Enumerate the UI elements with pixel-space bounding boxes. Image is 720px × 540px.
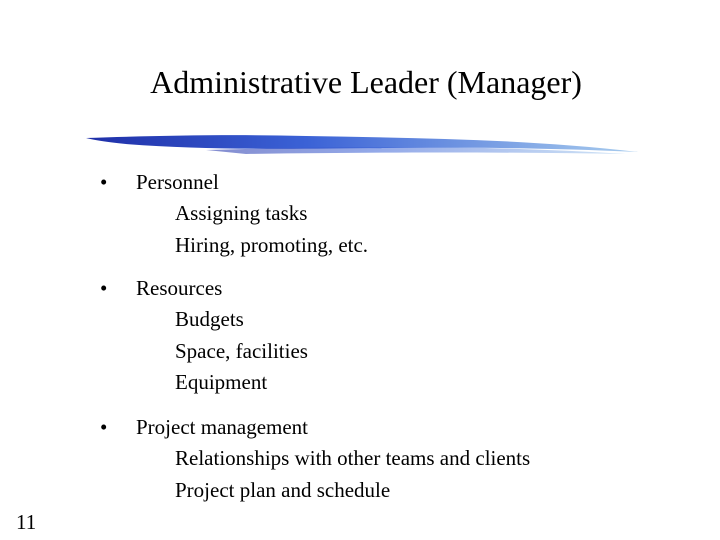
sub-item: Hiring, promoting, etc. bbox=[175, 232, 369, 257]
slide-title: Administrative Leader (Manager) bbox=[150, 64, 582, 100]
sub-item: Relationships with other teams and clients bbox=[175, 446, 531, 470]
bullet-marker: • bbox=[100, 415, 108, 439]
bullet-text: Project management bbox=[136, 415, 309, 439]
page-number: 11 bbox=[16, 510, 37, 534]
sub-item: Assigning tasks bbox=[175, 201, 308, 225]
bullet-marker: • bbox=[100, 276, 108, 300]
sub-item: Equipment bbox=[175, 370, 268, 394]
bullet-group-resources bbox=[100, 272, 660, 399]
bullet-marker: • bbox=[100, 170, 108, 194]
bullet-group-project-management bbox=[100, 411, 660, 506]
bullet-text: Personnel bbox=[136, 170, 219, 194]
bullet-group-personnel bbox=[100, 166, 660, 261]
sub-item: Budgets bbox=[175, 307, 244, 331]
sub-item: Project plan and schedule bbox=[175, 477, 391, 502]
bullet-text: Resources bbox=[136, 276, 223, 300]
sub-item: Space, facilities bbox=[175, 338, 308, 363]
title-underline-swoosh bbox=[86, 130, 638, 162]
